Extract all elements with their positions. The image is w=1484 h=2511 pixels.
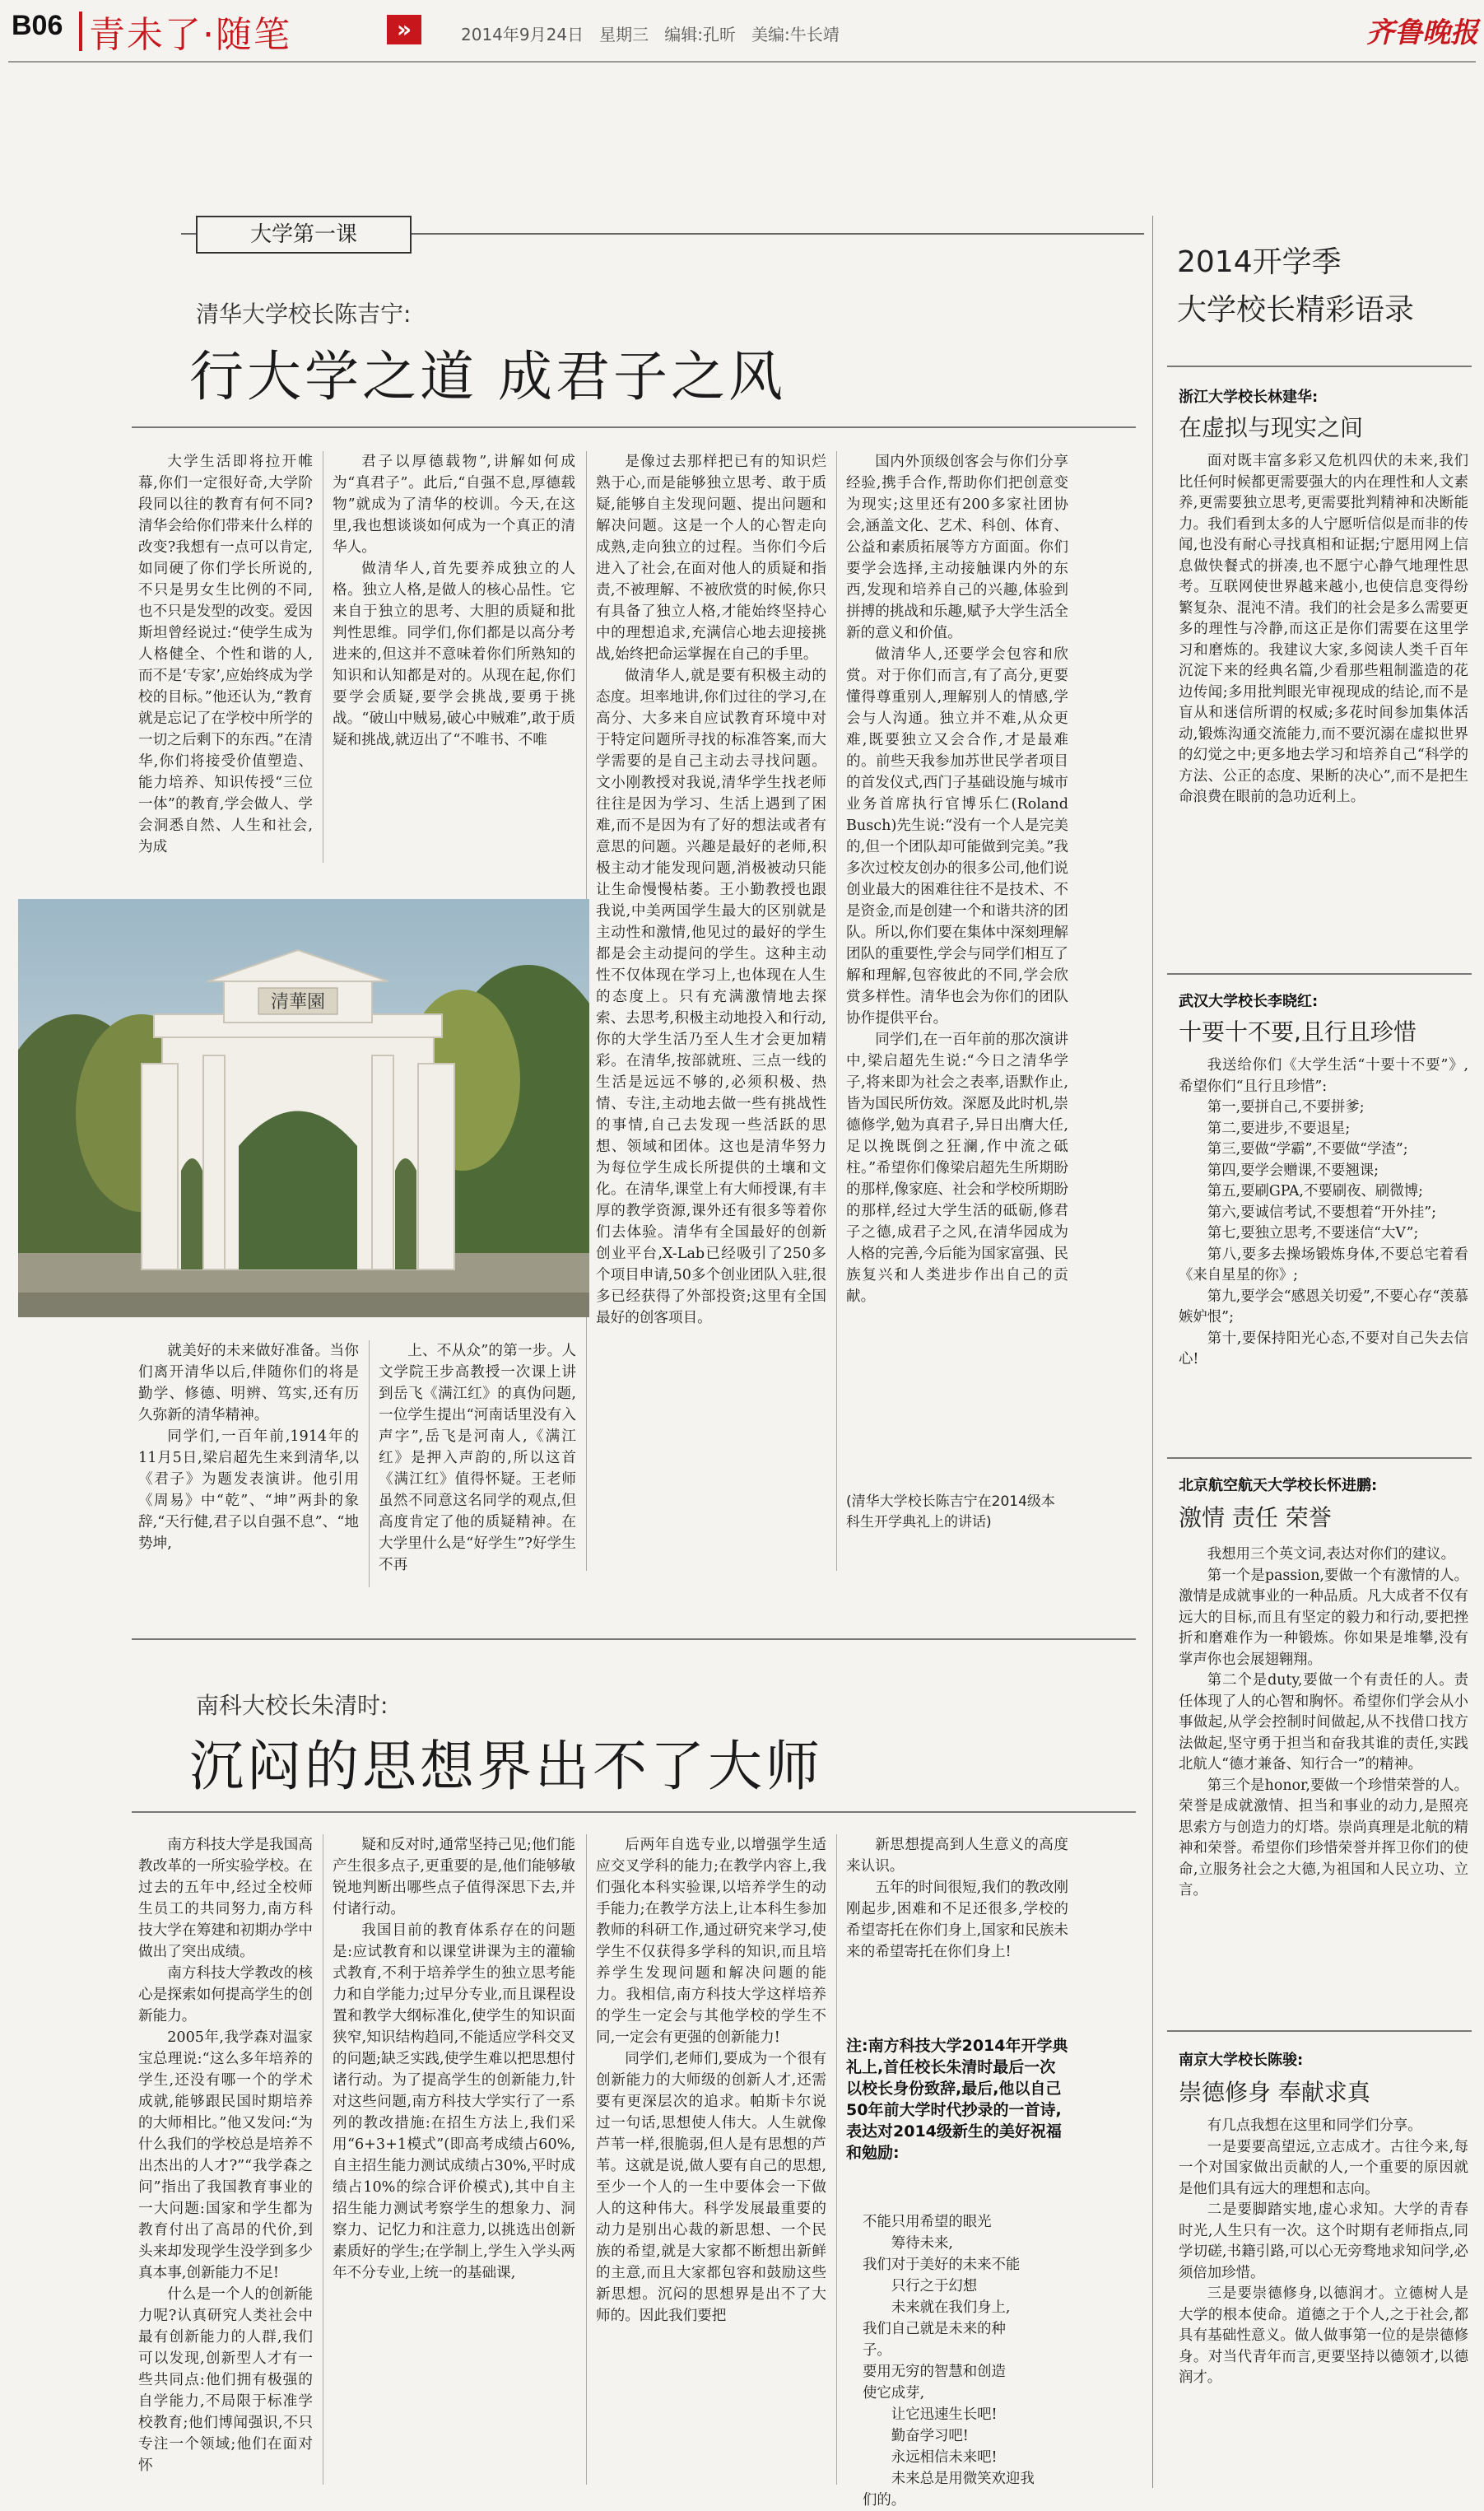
article2-poem: [863, 2211, 1068, 2511]
paragraph: 南方科技大学教改的核心是探索如何提高学生的创新能力。: [138, 1965, 313, 2024]
paragraph: 2005年,我学森对温家宝总理说:“这么多年培养的学生,还没有哪一个的学术成就,能够跟民国时期培养的大师相比。”他又发问:“为什么我们的学校总是培养不出杰出的人才?”“我学森之问”指出了我国教育事业的一大问题:国家和学生都为教育付出了高昂的代价,到头来却发现学生没学到多少真本事,创新能力不足!: [138, 2029, 313, 2281]
paragraph: 疑和反对时,通常坚持己见;他们能产生很多点子,更重要的是,他们能够敏锐地判断出哪些点子值得深思下去,并付诸行动。: [333, 1837, 575, 1917]
page-code: B06: [12, 10, 63, 41]
column-divider: [586, 1834, 587, 2485]
section-tag-label: 大学第一课: [249, 222, 357, 247]
paragraph: 国内外顶级创客会与你们分享经验,携手合作,帮助你们把创意变为现实;这里还有200多家社团协会,涵盖文化、艺术、科创、体育、公益和素质拓展等方方面面。你们要学会选择,主动接触课内外的东西,发现和培养自己的兴趣,体验到拼搏的挑战和乐趣,赋予大学生活全新的意义和价值。: [846, 454, 1068, 641]
sidebar-rule: [1167, 973, 1472, 975]
paragraph: 同学们,老师们,要成为一个很有创新能力的大师级的创新人才,还需要有更深层次的追求。帕斯卡尔说过一句话,思想使人伟大。人生就像芦苇一样,很脆弱,但人是有思想的芦苇。这就是说,做人要有自己的思想,至少一个人的一生中要体会一下做人的这种伟大。科学发展最重要的动力是别出心裁的新思想、一个民族的希望,就是大家都不断想出新鲜的主意,而且大家都包容和鼓励这些新思想。沉闷的思想界是出不了大师的。因此我们要把: [596, 2051, 826, 2324]
paragraph: 第九,要学会“感恩关切爱”,不要心存“羡慕嫉妒恨”;: [1179, 1288, 1468, 1325]
column-divider: [369, 1340, 370, 1587]
article2-column-3: [596, 1834, 826, 2493]
paragraph: 二是要脚踏实地,虚心求知。大学的青春时光,人生只有一次。这个时期有老师指点,同学切磋,书籍引路,可以心无旁骛地求知问学,必须倍加珍惜。: [1179, 2201, 1468, 2281]
column-divider: [836, 1834, 837, 2485]
article1-column-2-lower: [379, 1340, 576, 1596]
poem-line: 勤奋学习吧!: [891, 2428, 969, 2444]
paragraph: 有几点我想在这里和同学们分享。: [1207, 2117, 1422, 2134]
sidebar-rule: [1167, 1457, 1472, 1459]
paragraph: 大学生活即将拉开帷幕,你们一定很好奇,大学阶段同以往的教育有何不同?清华会给你们带来什么样的改变?我想有一点可以肯定,如同硬了你们学长所说的,不只是男女生比例的不同,也不只是发型的改变。爱因斯坦曾经说过:“使学生成为人格健全、个性和谐的人,而不是‘专家’,应始终成为学校的目标。”他还认为,“教育就是忘记了在学校中所学的一切之后剩下的东西。”在清华,你们将接受价值塑造、能力培养、知识传授“三位一体”的教育,学会做人、学会洞悉自然、人生和社会,为成: [138, 454, 313, 855]
paragraph: 我送给你们《大学生活“十要十不要”》,希望你们“且行且珍惜”:: [1179, 1057, 1468, 1095]
sidebar-quote-body: [1179, 1055, 1468, 1451]
sidebar-quote-title: 激情 责任 荣誉: [1179, 1504, 1332, 1531]
article1-rule: [132, 426, 1136, 428]
paragraph: 第七,要独立思考,不要迷信“大V”;: [1207, 1225, 1419, 1242]
poem-line: 我们自己就是未来的种: [863, 2321, 1006, 2337]
paragraph: 做清华人,首先要养成独立的人格。独立人格,是做人的核心品性。它来自于独立的思考、大胆的质疑和批判性思维。同学们,你们都是以高分考进来的,但这并不意味着你们所熟知的知识和认知都是对的。从现在起,你们要学会质疑,要学会挑战,要勇于挑战。“破山中贼易,破心中贼难”,敢于质疑和挑战,就迈出了“不唯书、不唯: [333, 561, 575, 748]
poem-line: 使它成芽,: [863, 2385, 925, 2402]
paragraph: 第二个是duty,要做一个有责任的人。责任体现了人的心智和胸怀。希望你们学会从小事做起,从学会控制时间做起,从不找借口找方法做起,坚守勇于担当和奋我其谁的责任,实践北航人“德才兼备、知行合一”的精神。: [1179, 1672, 1468, 1773]
sidebar-title: [1177, 239, 1414, 334]
poem-line: 永远相信未来吧!: [891, 2449, 998, 2466]
paragraph: 南方科技大学是我国高教改革的一所实验学校。在过去的五年中,经过全校师生员工的共同努力,南方科技大学在筹建和初期办学中做出了突出成绩。: [138, 1837, 313, 1960]
article2-top-rule: [132, 1638, 1136, 1640]
article1-column-1: [138, 451, 313, 879]
paragraph: 第十,要保持阳光心态,不要对自己失去信心!: [1179, 1330, 1468, 1367]
article1-column-4: [846, 451, 1068, 1479]
article1-source-note: (清华大学校长陈吉宁在2014级本科生开学典礼上的讲话): [846, 1493, 1055, 1530]
poem-line: 我们对于美好的未来不能: [863, 2257, 1021, 2273]
sidebar-rule: [1167, 366, 1472, 367]
sidebar-title-line1: 2014开学季: [1177, 245, 1342, 279]
paragraph: 三是要崇德修身,以德润才。立德树人是大学的根本使命。道德之于个人,之于社会,都具有基础性意义。做人做事第一位的是崇德修身。对当代青年而言,更要坚持以德领才,以德润才。: [1179, 2285, 1468, 2386]
paragraph: 第一个是passion,要做一个有激情的人。激情是成就事业的一种品质。凡大成者不仅有远大的目标,而且有坚定的毅力和行动,要把挫折和磨难作为一种锻炼。你如果是堆攀,没有掌声你也会展翅翱翔。: [1179, 1567, 1468, 1668]
section-tag: [196, 216, 412, 254]
sidebar-quote-title: 在虚拟与现实之间: [1179, 414, 1364, 441]
paragraph: 第三,要做“学霸”,不要做“学渣”;: [1207, 1141, 1408, 1158]
sidebar-speaker-name: 武汉大学校长李晓红:: [1179, 993, 1319, 1010]
sidebar-divider: [1152, 216, 1153, 2488]
paragraph: 第一,要拼自己,不要拼爹;: [1207, 1099, 1365, 1116]
paragraph: 做清华人,还要学会包容和欣赏。对于你们而言,有了高分,更要懂得尊重别人,理解别人的情感,学会与人沟通。独立并不难,从众更难,既要独立又会合作,才是最难的。前些天我参加苏世民学者项目的首发仪式,西门子基础设施与城市业务首席执行官博乐仁(Roland Busch)先生说:“没有一个人是完美的,但一个团队却可能做到完美。”我多次过校友创办的很多公司,他们说创业最大的困难往往不是技术、不是资金,而是创建一个和谐共济的团队。所以,你们要在集体中深刻理解团队的重要性,学会与同学们相互了解和理解,包容彼此的不同,学会欣赏多样性。清华也会为你们的团队协作提供平台。: [846, 646, 1068, 1027]
poem-line: 不能只用希望的眼光: [863, 2214, 992, 2230]
paragraph: 是像过去那样把已有的知识烂熟于心,而是能够独立思考、敢于质疑,能够自主发现问题、提出问题和解决问题。这是一个人的心智走向成熟,走向独立的过程。当你们今后进入了社会,在面对他人的质疑和指责,不被理解、不被欣赏的时候,你只有具备了独立人格,才能始终坚持心中的理想追求,充满信心地去迎接挑战,始终把命运掌握在自己的手里。: [596, 454, 826, 663]
paragraph: 面对既丰富多彩又危机四伏的未来,我们比任何时候都更需要强大的内在理性和人文素养,更需要独立思考,更需要批判精神和决断能力。我们看到太多的人宁愿听信似是而非的传闻,也没有耐心寻找真相和证据;宁愿用网上信息做快餐式的拼凑,也不愿宁心静气地理性思考。互联网使世界越来越小,也使信息变得纷繁复杂、混沌不清。我们的社会是多么需要更多的理性与冷静,而这正是你们需要在这里学习和磨炼的。我建议大家,多阅读人类千百年沉淀下来的经典名篇,少看那些粗制滥造的花边传闻;多用批判眼光审视现成的结论,而不是盲从和迷信所谓的权威;多花时间参加集体活动,锻炼沟通交流能力,而不要沉溺在虚拟世界的幻觉之中;更多地去学习和培养自己“科学的方法、公正的态度、果断的决心”,而不是把生命浪费在眼前的急功近利上。: [1179, 453, 1468, 805]
sidebar-quote-body: [1179, 2116, 1468, 2495]
paragraph: 什么是一个人的创新能力呢?认真研究人类社会中最有创新能力的人群,我们可以发现,创新型人才有一些共同点:他们拥有极强的自学能力,不局限于标准学校教育;他们博闻强识,不只专注一个领域;他们在面对怀: [138, 2286, 313, 2474]
sidebar-title-line2: 大学校长精彩语录: [1177, 293, 1415, 327]
sidebar-quote-body: [1179, 451, 1468, 970]
paragraph: 我国目前的教育体系存在的问题是:应试教育和以课堂讲课为主的灌输式教育,不利于培养学生的独立思考能力和自学能力;过早分专业,而且课程设置和教学大纲标准化,使学生的知识面狭窄,知识结构趋同,不能适应学科交叉的问题;缺乏实践,使学生难以把思想付诸行动。为了提高学生的创新能力,针对这些问题,南方科技大学实行了一系列的教改措施:在招生方法上,我们采用“6+3+1模式”(即高考成绩占60%,自主招生能力测试成绩占30%,平时成绩占10%的综合评价模式),其中自主招生能力测试考察学生的想象力、洞察力、记忆力和注意力,以挑选出创新素质好的学生;在学制上,学生入学头两年不分专业,上统一的基础课,: [333, 1922, 575, 2281]
header-divider: [8, 61, 1476, 63]
article2-column-2: [333, 1834, 575, 2493]
article1-kicker: 清华大学校长陈吉宁:: [196, 300, 412, 328]
column-divider: [836, 451, 837, 1571]
poem-line: 子。: [863, 2342, 891, 2359]
double-chevron-icon: »: [387, 15, 421, 44]
paragraph: 五年的时间很短,我们的教改刚刚起步,困难和不足还很多,学校的希望寄托在你们身上,国家和民族未来的希望寄托在你们身上!: [846, 1880, 1068, 1960]
sidebar-speaker-name: 北京航空航天大学校长怀进鹏:: [1179, 1477, 1378, 1494]
article1-column-2: [333, 451, 575, 879]
poem-line: 们的。: [863, 2492, 906, 2509]
poem-line: 要用无穷的智慧和创造: [863, 2364, 1006, 2380]
header-accent-rule: [79, 12, 82, 51]
paragraph: 上、不从众”的第一步。人文学院王步高教授一次课上讲到岳飞《满江红》的真伪问题,一位学生提出“河南话里没有入声字”,岳飞是河南人,《满江红》是押入声韵的,所以这首《满江红》值得怀疑。王老师虽然不同意这名同学的观点,但高度肯定了他的质疑精神。在大学里什么是“好学生”?好学生不再: [379, 1343, 576, 1573]
section-title: 青未了·随笔: [89, 14, 291, 56]
paragraph: 后两年自选专业,以增强学生适应交叉学科的能力;在教学内容上,我们强化本科实验课,以培养学生的动手能力;在教学方法上,让本科生参加教师的科研工作,通过研究来学习,使学生不仅获得多学科的知识,而且培养学生发现问题和解决问题的能力。我相信,南方科技大学这样培养的学生一定会与其他学校的学生不同,一定会有更强的创新能力!: [596, 1837, 826, 2046]
paragraph: 同学们,一百年前,1914年的11月5日,梁启超先生来到清华,以《君子》为题发表演讲。他引用《周易》中“乾”、“坤”两卦的象辞,“天行健,君子以自强不息”、“地势坤,: [138, 1428, 359, 1552]
poem-line: 只行之于幻想: [891, 2278, 978, 2294]
poem-line: 让它迅速生长吧!: [891, 2406, 998, 2423]
paragraph: 第三个是honor,要做一个珍惜荣誉的人。荣誉是成就激情、担当和事业的动力,是照亮思索方与创造力的灯塔。崇尚真理是北航的精神和荣誉。希望你们珍惜荣誉并挥卫你们的使命,立服务社会之大德,为祖国和人民立功、立言。: [1179, 1777, 1468, 1898]
poem-line: 未来总是用微笑欢迎我: [891, 2471, 1035, 2487]
gate-inscription: 清華園: [270, 992, 326, 1013]
paragraph: 第八,要多去操场锻炼身体,不要总宅着看《来自星星的你》;: [1179, 1246, 1468, 1283]
tsinghua-gate-photo: [18, 899, 589, 1317]
article2-column-1: [138, 1834, 313, 2493]
sidebar-speaker-name: 浙江大学校长林建华:: [1179, 389, 1319, 406]
paragraph: 君子以厚德载物”,讲解如何成为“真君子”。此后,“自强不息,厚德载物”就成为了清华的校训。今天,在这里,我也想谈谈如何成为一个真正的清华人。: [333, 454, 575, 556]
newspaper-logo: 齐鲁晚报: [1366, 16, 1478, 49]
poem-line: 筹待未来,: [891, 2235, 953, 2252]
sidebar-rule: [1167, 2030, 1472, 2032]
sidebar-speaker-name: 南京大学校长陈骏:: [1179, 2052, 1304, 2069]
paragraph: 新思想提高到人生意义的高度来认识。: [846, 1837, 1068, 1875]
sidebar-quote-body: [1179, 1544, 1468, 1981]
article1-column-3: [596, 451, 826, 1596]
paragraph: 就美好的未来做好准备。当你们离开清华以后,伴随你们的将是勤学、修德、明辨、笃实,还有历久弥新的清华精神。: [138, 1343, 359, 1423]
article2-kicker: 南科大校长朱清时:: [196, 1692, 388, 1719]
paragraph: 一是要要高望远,立志成才。古往今来,每一个对国家做出贡献的人,一个重要的原因就是他们具有远大的理想和志向。: [1179, 2138, 1468, 2197]
article1-headline: 行大学之道 成君子之风: [189, 345, 786, 408]
article1-column-1-lower: [138, 1340, 359, 1596]
poem-line: 未来就在我们身上,: [891, 2299, 1011, 2316]
paragraph: 做清华人,就是要有积极主动的态度。坦率地讲,你们过往的学习,在高分、大多来自应试教育环境中对于特定问题所寻找的标准答案,而大学需要的是自己主动去寻找问题。文小刚教授对我说,清华学生找老师往往是因为学习、生活上遇到了困难,而不是因为有了好的想法或者有意思的问题。兴趣是最好的老师,积极主动才能发现问题,消极被动只能让生命慢慢枯萎。王小勤教授也跟我说,中美两国学生最大的区别就是主动性和激情,他见过的最好的学生都是会主动提问的学生。这种主动性不仅体现在学习上,也体现在人生的态度上。只有充满激情地去探索、去思考,积极主动地投入和行动,你的大学生活乃至人生才会更加精彩。在清华,按部就班、三点一线的生活是远远不够的,必须积极、热情、专注,主动地去做一些有挑战性的事情,自己去发现一些活跃的思想、领域和团体。这也是清华努力为每位学生成长所提供的土壤和文化。在清华,课堂上有大师授课,有丰厚的教学资源,课外还有很多等着你们去体验。清华有全国最好的创新创业平台,X-Lab已经吸引了250多个项目申请,50多个创业团队入驻,很多已经获得了外部投资;这里有全国最好的创客项目。: [596, 668, 826, 1326]
issue-meta: 2014年9月24日 星期三 编辑:孔昕 美编:牛长靖: [461, 25, 840, 44]
paragraph: 同学们,在一百年前的那次演讲中,梁启超先生说:“今日之清华学子,将来即为社会之表率,语默作止,皆为国民所仿效。深愿及此时机,崇德修学,勉为真君子,异日出膺大任,足以挽既倒之狂澜,作中流之砥柱。”希望你们像梁启超先生所期盼的那样,像家庭、社会和学校所期盼的那样,经过大学生活的砥砺,修君子之德,成君子之风,在清华园成为人格的完善,今后能为国家富强、民族复兴和人类进步作出自己的贡献。: [846, 1032, 1068, 1305]
article2-column-4: [846, 1834, 1068, 2024]
article2-headline: 沉闷的思想界出不了大师: [189, 1735, 823, 1798]
sidebar-quote-title: 崇德修身 奉献求真: [1179, 2079, 1370, 2106]
paragraph: 第四,要学会赠课,不要翘课;: [1207, 1162, 1379, 1179]
paragraph: 第二,要进步,不要退星;: [1207, 1120, 1351, 1137]
article2-note: 注:南方科技大学2014年开学典礼上,首任校长朱清时最后一次以校长身份致辞,最后,他以自己50年前大学时代抄录的一首诗,表达对2014级新生的美好祝福和勉励:: [846, 2037, 1068, 2162]
paragraph: 第五,要刷GPA,不要刷夜、刷微博;: [1207, 1183, 1423, 1200]
paragraph: 我想用三个英文词,表达对你们的建议。: [1207, 1546, 1455, 1563]
sidebar-quote-title: 十要十不要,且行且珍惜: [1179, 1018, 1417, 1046]
paragraph: 第六,要诚信考试,不要想着“开外挂”;: [1207, 1204, 1436, 1221]
article2-rule: [132, 1811, 1136, 1813]
